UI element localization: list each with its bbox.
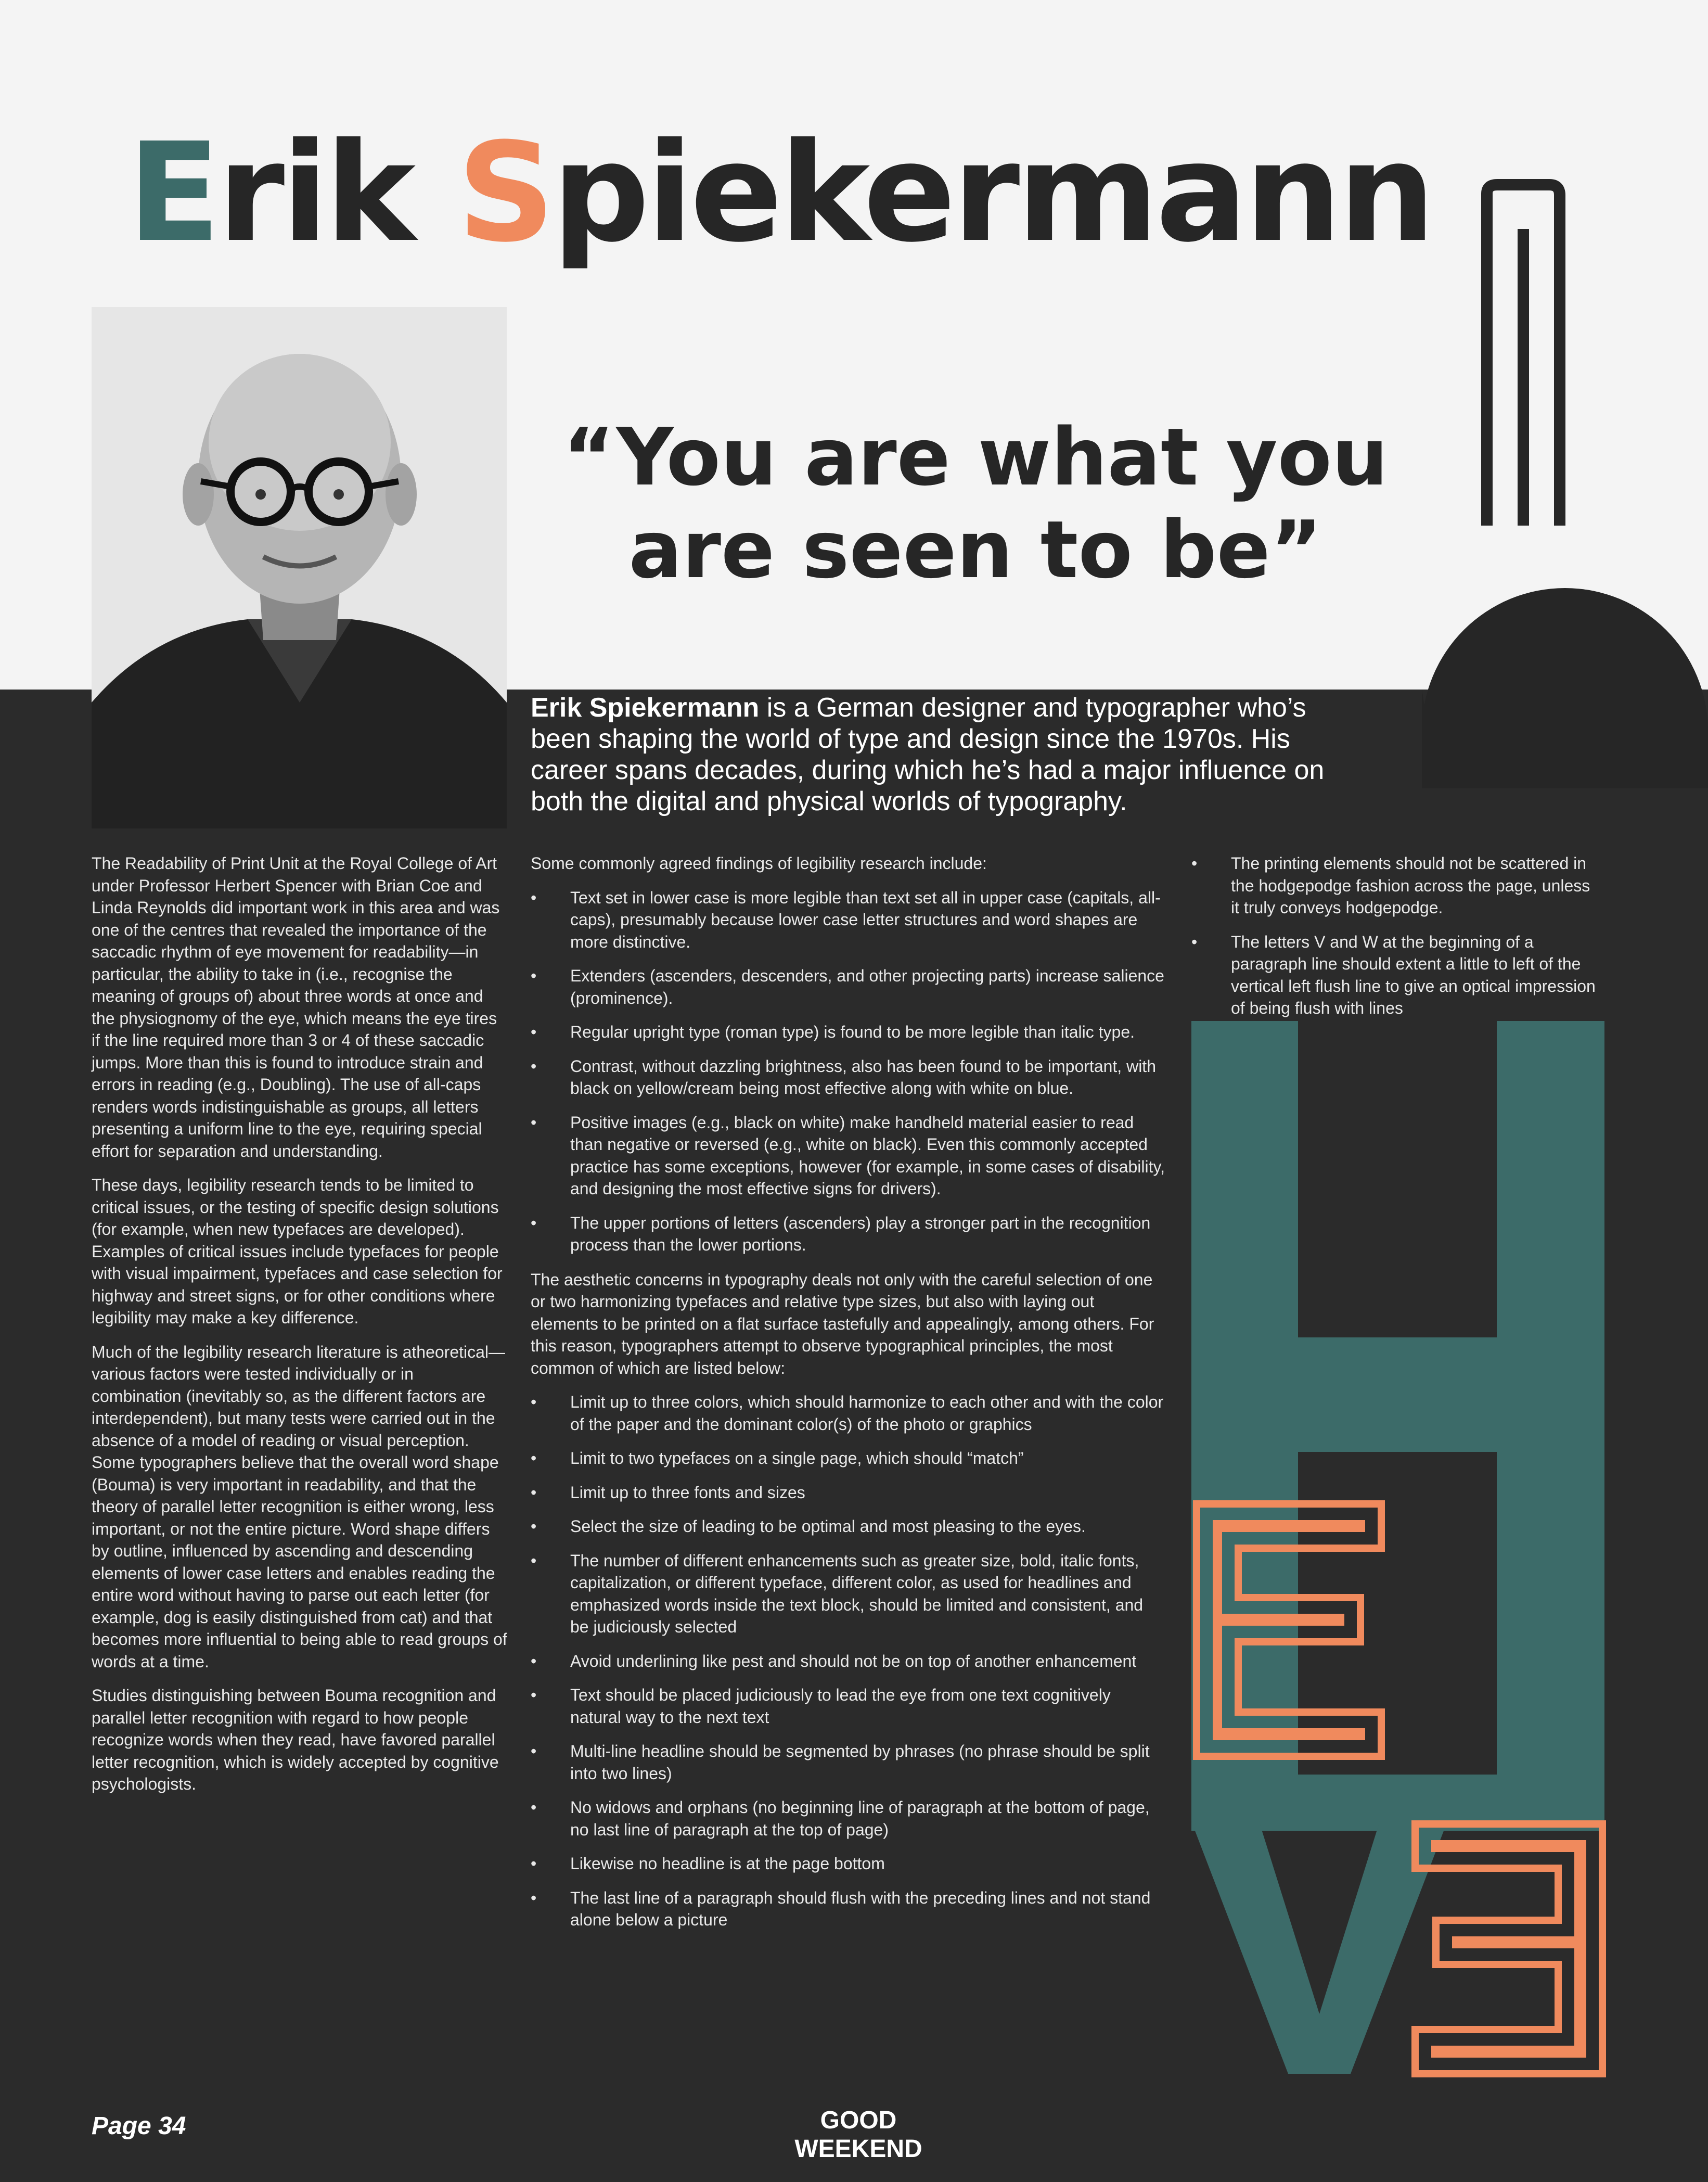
- column-left: [92, 852, 508, 1807]
- list-item: • Likewise no headline is at the page bottom: [531, 1853, 1165, 1875]
- title-last-letter: n: [1338, 113, 1433, 272]
- list-item: • The letters V and W at the beginning of a paragraph line should extent a little to left of the vertical left flush line to give an optical impression of being flush with lines: [1191, 931, 1597, 1019]
- column-right: [1191, 852, 1597, 1032]
- list-item: • The number of different enhancements such as greater size, bold, italic fonts, capitalization, or different typeface, different color, as used for headlines and emphasized words inside the text block, should be limited and consistent, and be judiciously selected: [531, 1550, 1165, 1638]
- title-last-initial: S: [457, 113, 553, 272]
- magazine-name: GOOD WEEKEND: [794, 2107, 922, 2163]
- list-item: • The upper portions of letters (ascenders) play a stronger part in the recognition process than the lower portions.: [531, 1212, 1165, 1256]
- list-item: • Select the size of leading to be optimal and most pleasing to the eyes.: [531, 1515, 1165, 1538]
- column1-paragraph: The Readability of Print Unit at the Royal College of Art under Professor Herbert Spencer with Brian Coe and Linda Reynolds did important work in this area and was one of the centres that revealed the importance of the saccadic rhythm of eye movement for readability—in particular, the ability to take in (i.e., recognise the meaning of groups of) about three words at once and the physiognomy of the eye, which means the eye tires if the line required more than 3 or 4 of these saccadic jumps. More than this is found to introduce strain and errors in reading (e.g., Doubling). The use of all-caps renders words indistinguishable as groups, all letters presenting a uniform line to the eye, requiring special effort for separation and understanding.: [92, 854, 500, 1160]
- list-item: • The last line of a paragraph should flush with the preceding lines and not stand alone below a picture: [531, 1887, 1165, 1931]
- title-last-rest: piekerman: [552, 113, 1339, 272]
- column1-paragraph: Much of the legibility research literature is atheoretical—various factors were tested individually or in combination (inevitably so, as the different factors are interdependent), but many tests were carried out in the absence of a model of reading or visual perception. Some typographers believe that the overall word shape (Bouma) is very important in readability, and that the theory of parallel letter recognition is either wrong, less important, or not the entire picture. Word shape differs by outline, influenced by ascending and descending elements of lower case letters and enables reading the entire word without having to parse out each letter (for example, dog is easily distinguished from cat) and that becomes more influential to being able to read groups of words at a time.: [92, 1342, 507, 1671]
- column1-paragraph: These days, legibility research tends to be limited to critical issues, or the testing of specific design solutions (for example, when new typefaces are developed). Examples of critical issues include typefaces for people with visual impairment, typefaces and case selection for highway and street signs, or for other conditions where legibility may make a key difference.: [92, 1176, 503, 1327]
- column-middle: [531, 852, 1165, 1944]
- quote-line-2: are seen to be”: [628, 504, 1322, 596]
- list-item: • Regular upright type (roman type) is found to be more legible than italic type.: [531, 1021, 1165, 1043]
- list-item: • Limit up to three fonts and sizes: [531, 1482, 1165, 1504]
- page-number: Page 34: [92, 2112, 186, 2140]
- list-item: • Extenders (ascenders, descenders, and other projecting parts) increase salience (prominence).: [531, 965, 1165, 1009]
- list-item: • The printing elements should not be scattered in the hodgepodge fashion across the page, unless it truly conveys hodgepodge.: [1191, 852, 1597, 919]
- principles-list: [531, 1391, 1165, 1931]
- column1-paragraph: Studies distinguishing between Bouma recognition and parallel letter recognition with regard to how people recognize words when they read, have favored parallel letter recognition, which is widely accepted by cognitive psychologists.: [92, 1686, 499, 1793]
- intro-text: is a German designer and typographer who’s been shaping the world of type and design since the 1970s. His career spans decades, during which he’s had a major influence on both the digital and physical worlds of typography.: [531, 693, 1325, 816]
- title-first-initial: E: [127, 113, 217, 272]
- list-item: • Text should be placed judiciously to lead the eye from one text cognitively natural way to the next text: [531, 1684, 1165, 1728]
- list-item: • Positive images (e.g., black on white) make handheld material easier to read than negative or reversed (e.g., white on black). Even this commonly accepted practice has some exceptions, however (for example, in some cases of disability, and designing the most effective signs for drivers).: [531, 1112, 1165, 1200]
- list-item: • Text set in lower case is more legible than text set all in upper case (capitals, all-caps), presumably because lower case letter structures and word shapes are more distinctive.: [531, 887, 1165, 953]
- findings-list: [531, 887, 1165, 1256]
- title-first-rest: rik: [217, 113, 457, 272]
- list-item: • Limit to two typefaces on a single page, which should “match”: [531, 1447, 1165, 1470]
- quote-line-1: “You are what you: [562, 411, 1389, 503]
- list-item: • Avoid underlining like pest and should not be on top of another enhancement: [531, 1650, 1165, 1673]
- list-item: • Contrast, without dazzling brightness, also has been found to be important, with black on yellow/cream being most effective along with white on blue.: [531, 1055, 1165, 1100]
- decorative-letter-h: [1191, 1021, 1604, 1776]
- aesthetic-paragraph: The aesthetic concerns in typography deals not only with the careful selection of one or two harmonizing typefaces and relative type sizes, but also with laying out elements to be printed on a flat surface tastefully and appealingly, among others. For this reason, typographers attempt to observe typographical principles, the most common of which are listed below:: [531, 1270, 1154, 1377]
- decorative-letter-v: [1191, 1821, 1447, 2074]
- list-item: • Limit up to three colors, which should harmonize to each other and with the color of the paper and the dominant color(s) of the photo or graphics: [531, 1391, 1165, 1435]
- findings-lead: Some commonly agreed findings of legibility research include:: [531, 854, 987, 873]
- decorative-letter-reversed-e-outline: [1415, 1824, 1602, 2074]
- list-item: • Multi-line headline should be segmented by phrases (no phrase should be split into two lines): [531, 1740, 1165, 1784]
- intro-name: Erik Spiekermann: [531, 693, 760, 723]
- list-item: • No widows and orphans (no beginning line of paragraph at the bottom of page, no last line of paragraph at the top of page): [531, 1796, 1165, 1841]
- principles-list-continued: [1191, 852, 1597, 1019]
